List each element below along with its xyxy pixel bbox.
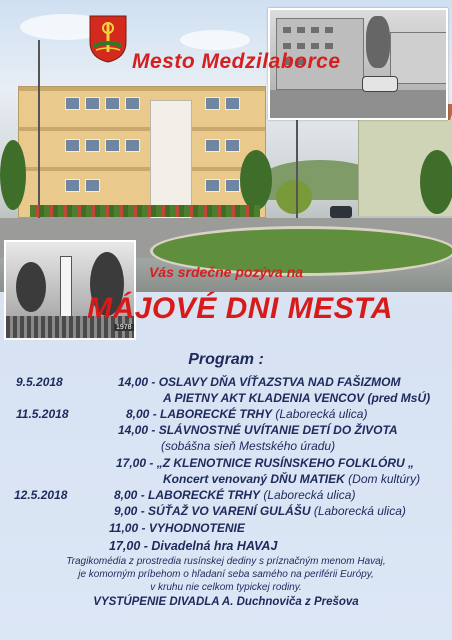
- program-time: 17,00 -: [109, 539, 148, 553]
- program-item: Koncert venovaný DŇU MATIEK: [163, 472, 345, 486]
- program-time: 14,00 -: [118, 375, 156, 389]
- program-item: OSLAVY DŇA VÍŤAZSTVA NAD FAŠIZMOM: [158, 375, 401, 389]
- program-time: 17,00 -: [116, 456, 154, 470]
- program-time: 9,00 -: [114, 504, 145, 518]
- program-date: 9.5.2018: [16, 375, 63, 389]
- program-row: [163, 472, 420, 486]
- play-description-line: je komorným príbehom o hľadaní seba samého na periférii Európy,: [78, 569, 374, 580]
- program-item-prefix: Divadelná hra: [151, 539, 234, 553]
- play-description-line: v kruhu nie celkom typickej rodiny.: [150, 582, 302, 593]
- program-item: HAVAJ: [236, 539, 278, 553]
- program-row: [114, 504, 406, 518]
- program-note: (Laborecká ulica): [313, 504, 406, 518]
- event-title: MÁJOVÉ DNI MESTA: [87, 292, 393, 325]
- program-row: [118, 375, 400, 389]
- program-item: LABORECKÉ TRHY: [148, 488, 261, 502]
- program-note: (sobášna sieň Mestského úradu): [161, 439, 336, 453]
- program-time: 8,00 -: [126, 407, 157, 421]
- photo-year-label: 1978: [116, 324, 132, 331]
- coat-of-arms-icon: [88, 14, 128, 64]
- program-row: [109, 539, 277, 553]
- town-name: Mesto Medzilaborce: [132, 50, 341, 73]
- program-item: LABORECKÉ TRHY: [160, 407, 273, 421]
- program-date: 12.5.2018: [14, 488, 68, 502]
- program-row: [126, 407, 367, 421]
- play-description-line: Tragikomédia z prostredia rusínskej dediny s príznačným menom Havaj,: [66, 556, 386, 567]
- program-item: SLÁVNOSTNÉ UVÍTANIE DETÍ DO ŽIVOTA: [158, 423, 398, 437]
- program-row: [116, 456, 414, 470]
- program-time: 11,00 -: [109, 521, 146, 535]
- program-item: A PIETNY AKT KLADENIA VENCOV (pred MsÚ): [163, 391, 431, 405]
- program-time: 8,00 -: [114, 488, 145, 502]
- program-date: 11.5.2018: [16, 407, 69, 421]
- program-note: (Laborecká ulica): [263, 488, 356, 502]
- program-item: VYHODNOTENIE: [148, 521, 245, 535]
- program-row: [109, 521, 245, 535]
- program-item: „Z KLENOTNICE RUSÍNSKEHO FOLKLÓRU „: [156, 456, 415, 470]
- program-heading: Program :: [188, 351, 264, 368]
- program-note: (Dom kultúry): [348, 472, 421, 486]
- program-row: [163, 391, 430, 405]
- program-time: 14,00 -: [118, 423, 156, 437]
- program-row: [114, 488, 355, 502]
- program-row: [118, 423, 398, 437]
- program-item: SÚŤAŽ VO VARENÍ GULÁŠU: [148, 504, 311, 518]
- program-note: (Laborecká ulica): [275, 407, 368, 421]
- invitation-line: Vás srdečne pozýva na: [148, 264, 304, 280]
- performer-line: VYSTÚPENIE DIVADLA A. Duchnoviča z Prešova: [93, 596, 359, 608]
- program-row: [161, 439, 335, 453]
